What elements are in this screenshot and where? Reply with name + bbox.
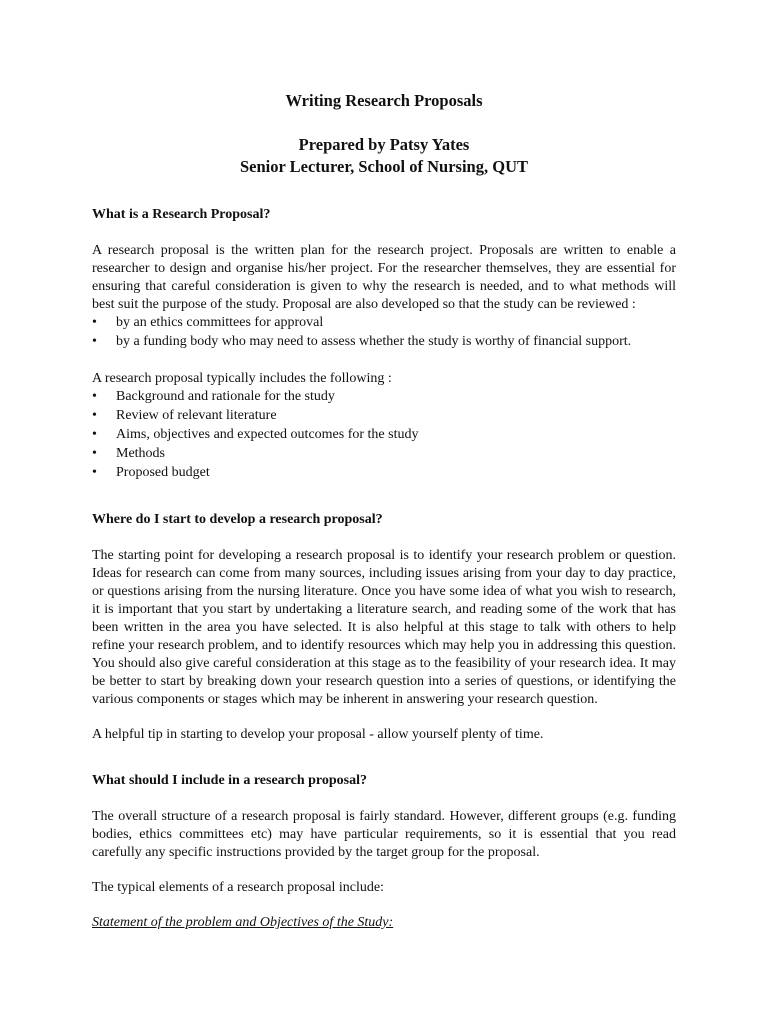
document-title: Writing Research Proposals [285, 91, 483, 110]
section-heading-what-is: What is a Research Proposal? [92, 207, 271, 222]
bullet-icon: • [92, 389, 97, 404]
list-item: • by an ethics committees for approval [92, 315, 324, 330]
bullet-icon: • [92, 334, 97, 349]
review-bullet-list [92, 314, 676, 351]
list-item: • Methods [92, 446, 165, 461]
author-line: Prepared by Patsy Yates [298, 135, 470, 154]
bullet-icon: • [92, 465, 97, 480]
what-is-paragraph: A research proposal is the written plan for the research project. Proposals are written to enable a researcher to design and organise his/her project. For the researcher themselves, they are essential for ensuring that careful consideration is given to why the research is needed, and to what methods will best suit the purpose of the study. Proposal are also developed so that the study can be reviewed : [92, 243, 676, 312]
section-heading-what-include: What should I include in a research proposal? [92, 773, 368, 788]
helpful-tip-paragraph: A helpful tip in starting to develop your proposal - allow yourself plenty of time. [92, 727, 544, 742]
list-item: • Review of relevant literature [92, 408, 277, 423]
includes-intro-paragraph: A research proposal typically includes the following : [92, 371, 392, 386]
subsection-heading-statement: Statement of the problem and Objectives of the Study: [92, 915, 394, 930]
what-include-paragraph: The overall structure of a research proposal is fairly standard. However, different groups (e.g. funding bodies, ethics committees etc) may have particular requirements, so it is essential that you read carefully any specific instructions provided by the target group for the proposal. [92, 809, 676, 860]
list-item: • by a funding body who may need to assess whether the study is worthy of financial support. [92, 334, 632, 349]
bullet-icon: • [92, 427, 97, 442]
includes-bullet-list [92, 388, 676, 482]
bullet-icon: • [92, 408, 97, 423]
typical-elements-paragraph: The typical elements of a research proposal include: [92, 880, 384, 895]
where-start-paragraph: The starting point for developing a research proposal is to identify your research problem or question. Ideas for research can come from many sources, including issues arising from your day to day practice, or questions arising from the nursing literature. Once you have some idea of what you wish to research, it is important that you start by undertaking a literature search, and reading some of the work that has been written in the area you have selected. It is also helpful at this stage to talk with others to help refine your research problem, and to identify resources which may help you in addressing this question. You should also give careful consideration at this stage as to the feasibility of your research idea. It may be better to start by breaking down your research question into a series of questions, or identifying the various components or stages which may be inherent in answering your research question. [92, 548, 676, 707]
section-heading-where-start: Where do I start to develop a research proposal? [92, 512, 383, 527]
list-item: • Aims, objectives and expected outcomes for the study [92, 427, 419, 442]
list-item: • Proposed budget [92, 465, 210, 480]
bullet-icon: • [92, 446, 97, 461]
list-item: • Background and rationale for the study [92, 389, 335, 404]
bullet-icon: • [92, 315, 97, 330]
affiliation-line: Senior Lecturer, School of Nursing, QUT [239, 157, 528, 176]
document-page [92, 90, 676, 932]
